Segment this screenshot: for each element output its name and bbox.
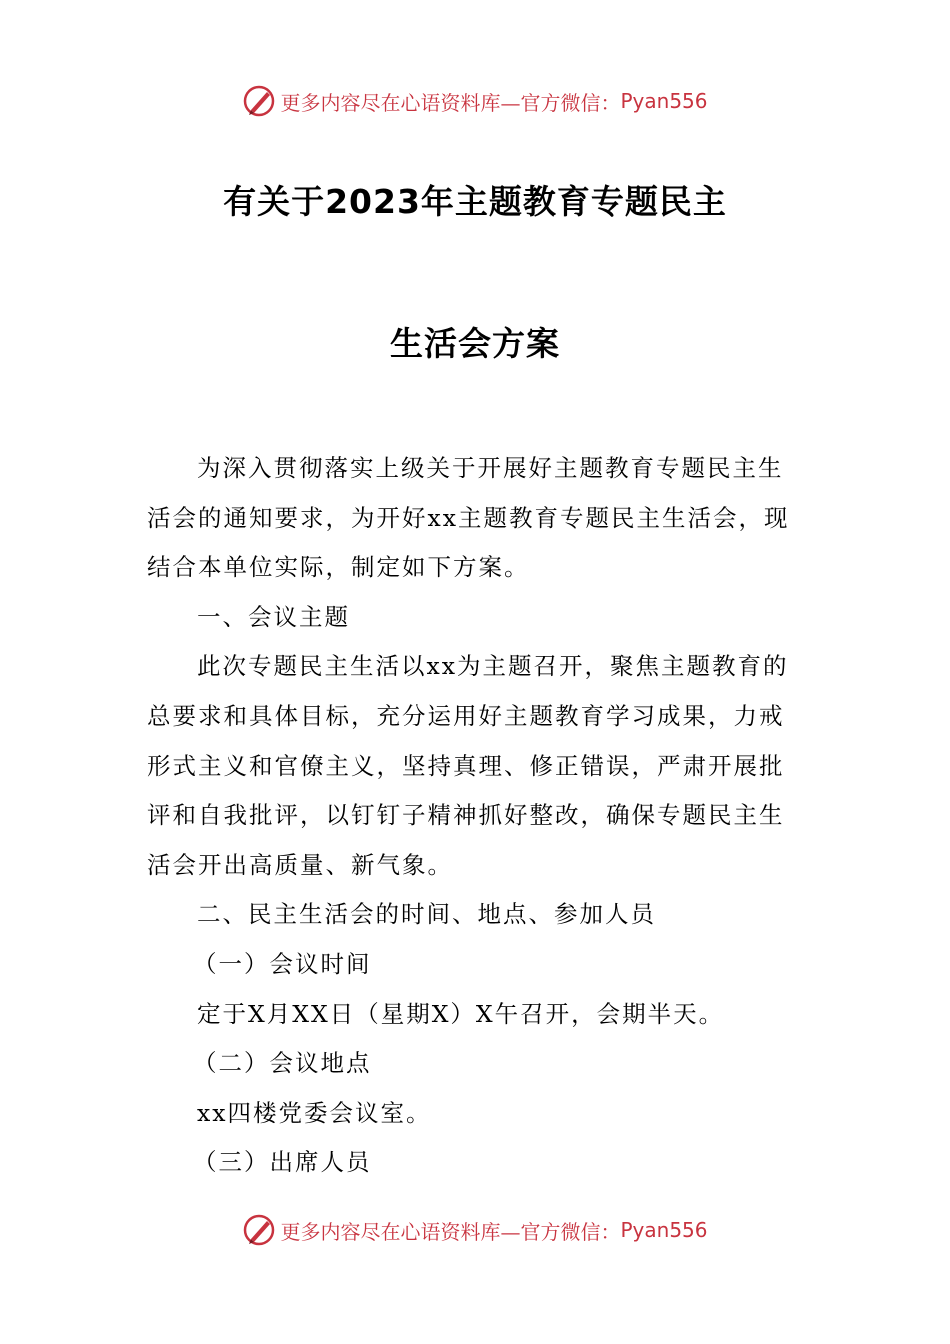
section-1-heading: 一、会议主题 (197, 602, 350, 631)
watermark-wechat-id: Pyan556 (620, 89, 708, 113)
section-2-heading: 二、民主生活会的时间、地点、参加人员 (197, 900, 656, 929)
section-2-2-heading: （二）会议地点 (193, 1049, 372, 1078)
watermark-wechat-id: Pyan556 (620, 1218, 708, 1242)
section-1-paragraph: 此次专题民主生活以xx为主题召开，聚焦主题教育的总要求和具体目标，充分运用好主题教育学习成果，力戒形式主义和官僚主义，坚持真理、修正错误，严肃开展批评和自我批评，以钉钉子精神抓好整改，确保专题民主生活会开出高质量、新气象。 (147, 652, 789, 879)
pen-logo-icon (242, 84, 276, 118)
section-2-2-paragraph: xx四楼党委会议室。 (197, 1098, 432, 1127)
intro-paragraph: 为深入贯彻落实上级关于开展好主题教育专题民主生活会的通知要求，为开好xx主题教育专题民主生活会，现结合本单位实际，制定如下方案。 (147, 454, 790, 582)
section-2-1-paragraph: 定于X月XX日（星期X）X午召开，会期半天。 (197, 999, 725, 1028)
document-title-line-1: 有关于2023年主题教育专题民主 (223, 182, 727, 221)
document-body (147, 444, 807, 1188)
watermark-footer (0, 1213, 950, 1247)
pen-logo-icon (242, 1213, 276, 1247)
watermark-text: 更多内容尽在心语资料库—官方微信： (280, 1219, 621, 1244)
section-2-3-heading: （三）出席人员 (193, 1148, 372, 1177)
section-2-1-heading: （一）会议时间 (193, 949, 372, 978)
watermark-header (0, 84, 950, 118)
document-title-line-2: 生活会方案 (390, 324, 560, 363)
watermark-text: 更多内容尽在心语资料库—官方微信： (280, 90, 621, 115)
